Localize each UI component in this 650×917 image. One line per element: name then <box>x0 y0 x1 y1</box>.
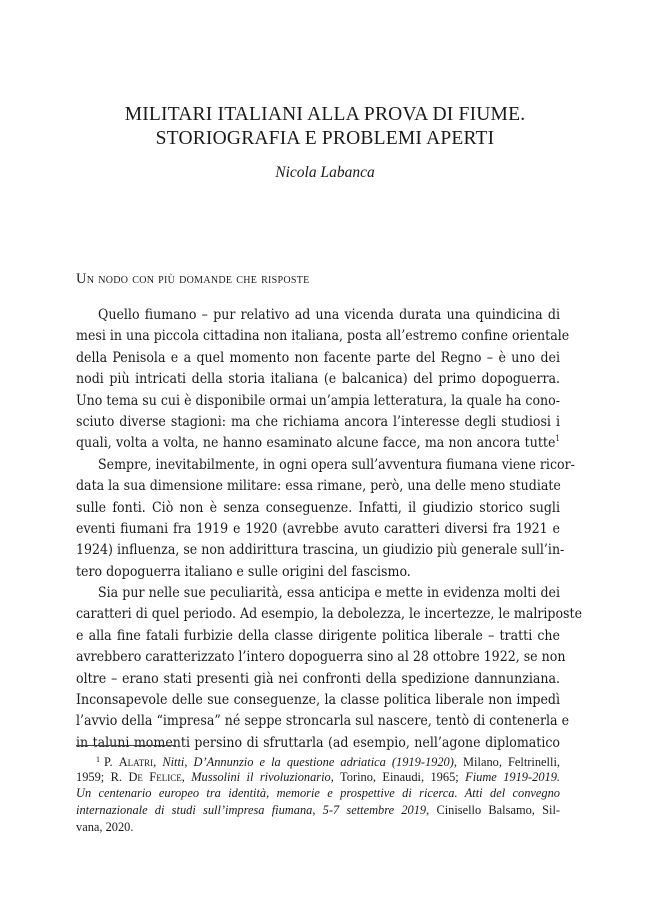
body-line-with-footnote <box>76 433 560 454</box>
body-line: data la sua dimensione militare: essa rimane, però, una delle meno studiate <box>76 478 561 495</box>
cited-title: Mussolini il rivoluzionario <box>191 769 331 784</box>
cited-title: internazionale di studi sull’impresa fiumana, 5-7 settembre 2019 <box>76 803 427 818</box>
body-line: sciuto diverse stagioni: ma che richiama ancora l’interesse degli studiosi i <box>76 413 560 430</box>
cited-author: Alatri <box>118 755 154 769</box>
section-heading: Un nodo con più domande che risposte <box>76 271 310 287</box>
footnote-line: 1959; R. De Felice, Mussolini il rivoluzionario, Torino, Einaudi, 1965; Fiume 1919-2019. <box>76 769 561 784</box>
footnote-line: $^1$ P. Alatri, Nitti, D’Annunzio e la questione adriatica (1919-1920), Milano, Feltrinelli, <box>76 752 560 769</box>
footnotes <box>76 752 560 835</box>
body-line: nodi più intricati della storia italiana (e balcanica) del primo dopoguerra. <box>76 371 560 388</box>
body-line: e alla fine fatali furbizie della classe dirigente politica liberale – tratti che <box>76 627 560 644</box>
title-line-2: STORIOGRAFIA E PROBLEMI APERTI <box>155 128 495 149</box>
author-name: Nicola Labanca <box>275 164 375 181</box>
footnote-number: 1 <box>96 755 100 764</box>
body-line: caratteri di quel periodo. Ad esempio, la debolezza, le incertezze, le malriposte <box>76 606 583 623</box>
title-line-1: MILITARI ITALIANI ALLA PROVA DI FIUME. <box>124 104 526 125</box>
body-line: Sia pur nelle sue peculiarità, essa anticipa e mette in evidenza molti dei <box>98 585 560 602</box>
body-line: 1924) influenza, se non addirittura trascina, un giudizio più generale sull’in- <box>76 542 565 559</box>
body-line: eventi fiumani fra 1919 e 1920 (avrebbe avuto caratteri diversi fra 1921 e <box>76 520 560 537</box>
body-line: avrebbero caratterizzato l’intero dopoguerra sino al 28 ottobre 1922, se non <box>76 649 566 666</box>
footnote-reference[interactable]: 1 <box>555 434 560 444</box>
cited-title: Fiume 1919-2019. <box>465 769 561 784</box>
body-line: oltre – erano stati presenti già nei confronti della spedizione dannunziana. <box>76 670 560 687</box>
body-line: Inconsapevole delle sue conseguenze, la classe politica liberale non impedì <box>76 692 560 709</box>
body-line: in taluni momenti persino di sfruttarla (ad esempio, nell’agone diplomatico <box>76 734 560 751</box>
body-line: tero dopoguerra italiano e sulle origini del fascismo. <box>76 563 411 580</box>
body-line: sulle fonti. Ciò non è senza conseguenze. Infatti, il giudizio storico sugli <box>76 499 560 516</box>
body-line: l’avvio della “impresa” né seppe stroncarla sul nascere, tentò di contenerla e <box>76 713 570 730</box>
body-line: Sempre, inevitabilmente, in ogni opera sull’avventura fiumana viene ricor- <box>98 456 575 473</box>
cited-author: De Felice <box>128 769 182 784</box>
body-line-text: quali, volta a volta, ne hanno esaminato alcune facce, ma non ancora tutte <box>76 435 556 452</box>
article-title <box>0 103 650 151</box>
body-line: Uno tema su cui è disponibile ormai un’ampia letteratura, la quale ha cono- <box>76 392 560 409</box>
body-line: della Penisola e a quel momento non facente parte del Regno – è uno dei <box>76 349 560 366</box>
footnote-line: vana, 2020. <box>76 819 134 834</box>
footnote-line: Un centenario europeo tra identità, memorie e prospettive di ricerca. Atti del convegno <box>76 786 560 801</box>
cited-title: Nitti, D’Annunzio e la questione adriatica (1919-1920) <box>162 755 454 769</box>
body-line: Quello fiumano – pur relativo ad una vicenda durata una quindicina di <box>98 307 560 323</box>
footnote-line: internazionale di studi sull’impresa fiumana, 5-7 settembre 2019, Cinisello Balsamo, Sil- <box>76 803 561 818</box>
footnote-divider <box>76 745 176 746</box>
body-line: mesi in una piccola cittadina non italiana, posta all’estremo confine orientale <box>76 328 570 345</box>
body-text <box>76 305 583 754</box>
